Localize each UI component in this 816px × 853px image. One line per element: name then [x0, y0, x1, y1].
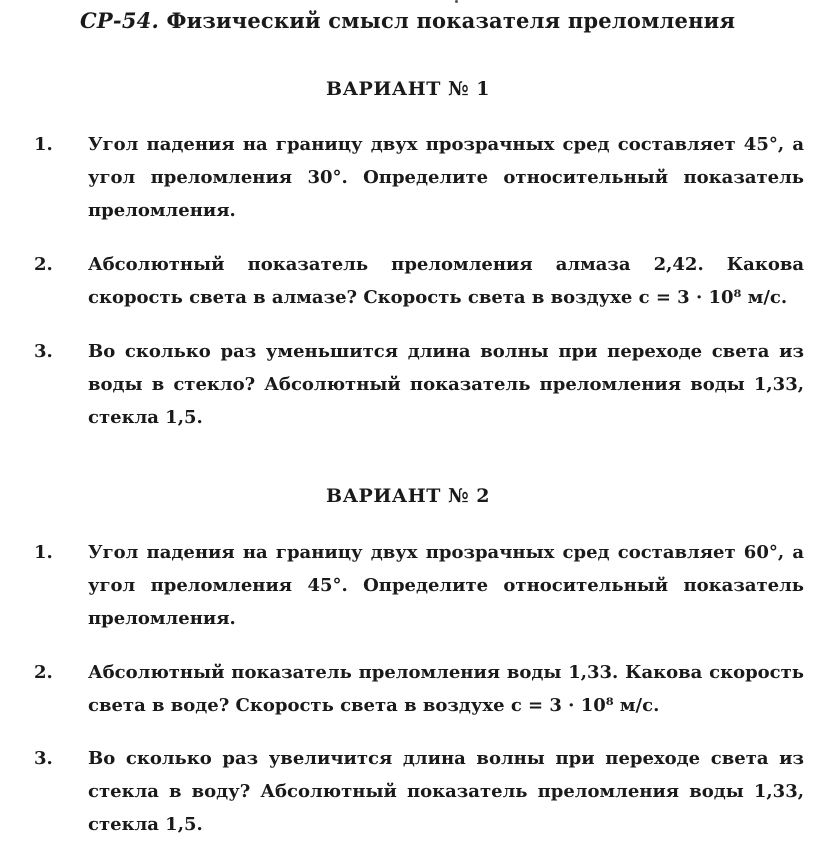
variant-2-heading: ВАРИАНТ № 2	[326, 485, 490, 507]
task-text: Абсолютный показатель преломления воды 1,33. Какова скорость света в воде? Скорость света в воздухе c = 3 · 10⁸ м/с.	[88, 662, 804, 716]
task-text: Во сколько раз уменьшится длина волны при переходе света из воды в стекло? Абсолютный показатель преломления воды 1,33, стекла 1,5.	[88, 341, 804, 428]
worksheet-title: Физический смысл показателя преломления	[166, 8, 736, 33]
print-speck	[455, 0, 458, 3]
task-text: Во сколько раз увеличится длина волны при переходе света из стекла в воду? Абсолютный показатель преломления воды 1,33, стекла 1,5.	[88, 748, 804, 835]
worksheet-code: СР-54.	[80, 8, 159, 33]
variant-2-task-1	[34, 536, 804, 635]
variant-1-task-2	[34, 248, 804, 314]
page-title	[80, 8, 780, 33]
variant-2-task-2	[34, 656, 804, 722]
task-text: Угол падения на границу двух прозрачных сред составляет 60°, а угол преломления 45°. Определите относительный показатель преломления.	[88, 542, 804, 629]
variant-1-heading: ВАРИАНТ № 1	[326, 78, 490, 100]
task-text: Угол падения на границу двух прозрачных сред составляет 45°, а угол преломления 30°. Определите относительный показатель преломления.	[88, 134, 804, 221]
variant-1-task-3	[34, 335, 804, 434]
variant-2-task-3	[34, 742, 804, 841]
variant-1-task-1	[34, 128, 804, 227]
task-number: 3.	[34, 748, 53, 769]
task-number: 2.	[34, 254, 53, 275]
task-number: 3.	[34, 341, 53, 362]
task-number: 1.	[34, 542, 53, 563]
task-number: 1.	[34, 134, 53, 155]
task-text: Абсолютный показатель преломления алмаза 2,42. Какова скорость света в алмазе? Скорость света в воздухе c = 3 · 10⁸ м/с.	[88, 254, 804, 308]
task-number: 2.	[34, 662, 53, 683]
